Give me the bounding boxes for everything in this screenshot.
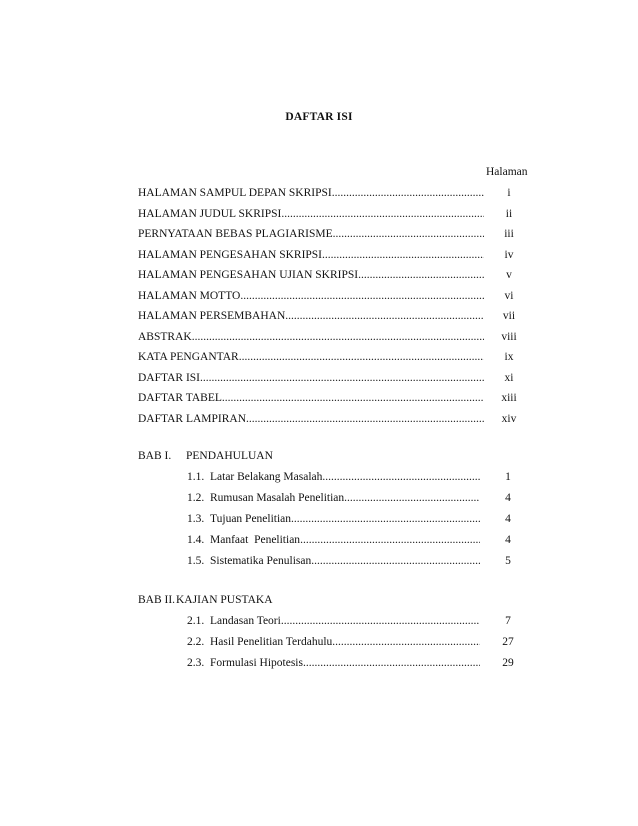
chapter-title: PENDAHULUAN [186, 450, 273, 462]
toc-entry-title [138, 185, 484, 201]
toc-section-title [187, 553, 480, 569]
toc-entry [0, 390, 638, 406]
toc-entry-title [138, 329, 484, 345]
dot-leader [281, 615, 480, 627]
section-number: 1.3. [187, 513, 205, 525]
toc-entry [0, 247, 638, 263]
dot-leader [344, 492, 480, 504]
section-page: 5 [505, 555, 511, 567]
toc-section-title [187, 511, 480, 527]
dot-leader [322, 471, 480, 483]
toc-entry-label: HALAMAN MOTTO [138, 289, 241, 302]
toc-entry [0, 206, 638, 222]
toc-entry-page: vi [504, 289, 514, 302]
section-label: Hasil Penelitian Terdahulu [210, 636, 333, 648]
section-number: 1.2. [187, 492, 205, 504]
toc-entry [0, 329, 638, 345]
section-label: Rumusan Masalah Penelitian [210, 492, 345, 504]
toc-entry-label: DAFTAR TABEL [138, 392, 222, 404]
toc-entry-page: xi [504, 371, 514, 384]
toc-section-title [187, 532, 480, 548]
chapter-number: BAB II. [138, 594, 176, 606]
toc-section-entry [0, 511, 638, 527]
section-page: 4 [505, 492, 511, 504]
section-number: 2.2. [187, 636, 205, 648]
toc-section-entry [0, 490, 638, 506]
toc-entry-label: KATA PENGANTAR [138, 351, 239, 363]
toc-entry-page: ii [505, 207, 513, 220]
toc-entry-label: DAFTAR LAMPIRAN [138, 412, 247, 425]
toc-entry [0, 308, 638, 324]
toc-entry-label: HALAMAN SAMPUL DEPAN SKRIPSI [138, 187, 332, 199]
section-number: 2.1. [187, 615, 205, 627]
section-label: Manfaat Penelitian [210, 534, 301, 546]
dot-leader [358, 269, 484, 281]
toc-section-title [187, 490, 480, 506]
toc-entry-title [138, 288, 484, 304]
toc-entry [0, 411, 638, 427]
section-page: 27 [502, 636, 514, 648]
dot-leader [332, 636, 480, 648]
toc-section-title [187, 613, 480, 629]
toc-section-entry [0, 613, 638, 629]
section-number: 1.1. [187, 471, 205, 483]
toc-entry-page: viii [501, 330, 517, 343]
toc-entry-label: HALAMAN PERSEMBAHAN [138, 310, 286, 322]
section-label: Formulasi Hipotesis [210, 657, 303, 669]
toc-entry-page: i [507, 187, 511, 199]
section-page: 29 [502, 657, 514, 669]
toc-entry-title [138, 267, 484, 283]
dot-leader [192, 331, 484, 343]
chapter-heading [138, 448, 273, 464]
dot-leader [240, 290, 484, 302]
toc-entry-page: xiii [501, 392, 517, 404]
toc-entry-page: v [506, 269, 512, 281]
toc-entry-title [138, 349, 484, 365]
dot-leader [311, 555, 480, 567]
section-page: 4 [505, 513, 511, 525]
section-number: 2.3. [187, 657, 205, 669]
section-page: 7 [505, 615, 511, 627]
section-number: 1.4. [187, 534, 205, 546]
toc-entry-title [138, 370, 484, 386]
section-label: Sistematika Penulisan [210, 555, 312, 567]
toc-entry-title [138, 308, 484, 324]
section-number: 1.5. [187, 555, 205, 567]
toc-entry [0, 349, 638, 365]
toc-section-entry [0, 469, 638, 485]
dot-leader [303, 657, 480, 669]
toc-section-entry [0, 634, 638, 650]
toc-entry-title [138, 247, 484, 263]
toc-entry [0, 185, 638, 201]
toc-section-entry [0, 553, 638, 569]
toc-entry-label: PERNYATAAN BEBAS PLAGIARISME [138, 228, 333, 240]
toc-entry-title [138, 411, 484, 427]
section-label: Landasan Teori [210, 615, 281, 627]
dot-leader [333, 228, 484, 240]
section-page: 4 [505, 534, 511, 546]
toc-entry [0, 288, 638, 304]
dot-leader [246, 413, 484, 425]
dot-leader [200, 372, 484, 384]
page-column-header: Halaman [486, 166, 528, 178]
toc-entry-title [138, 206, 484, 222]
toc-entry [0, 226, 638, 242]
toc-entry-label: HALAMAN PENGESAHAN SKRIPSI [138, 248, 323, 261]
toc-entry-page: iii [504, 228, 514, 240]
toc-entry-page: iv [504, 248, 514, 261]
section-page: 1 [505, 471, 511, 483]
toc-entry [0, 370, 638, 386]
toc-section-entry [0, 655, 638, 671]
chapter-number: BAB I. [138, 450, 172, 462]
dot-leader [285, 310, 484, 322]
dot-leader [281, 208, 484, 220]
toc-section-title [187, 634, 480, 650]
dot-leader [239, 351, 484, 363]
toc-section-title [187, 469, 480, 485]
toc-entry [0, 267, 638, 283]
page-title: DAFTAR ISI [285, 111, 353, 123]
toc-entry-page: ix [504, 351, 514, 363]
chapter-title: KAJIAN PUSTAKA [176, 594, 273, 606]
toc-entry-label: HALAMAN JUDUL SKRIPSI [138, 207, 282, 220]
toc-entry-label: ABSTRAK [138, 330, 192, 343]
toc-entry-title [138, 226, 484, 242]
toc-entry-page: xiv [501, 412, 517, 425]
toc-entry-label: HALAMAN PENGESAHAN UJIAN SKRIPSI [138, 269, 359, 281]
chapter-heading [138, 592, 273, 608]
section-label: Tujuan Penelitian [210, 513, 292, 525]
dot-leader [332, 187, 484, 199]
toc-entry-page: vii [502, 310, 516, 322]
dot-leader [222, 392, 484, 404]
toc-section-title [187, 655, 480, 671]
section-label: Latar Belakang Masalah [210, 471, 323, 483]
toc-entry-title [138, 390, 484, 406]
dot-leader [300, 534, 480, 546]
toc-entry-label: DAFTAR ISI [138, 371, 201, 384]
toc-section-entry [0, 532, 638, 548]
dot-leader [291, 513, 480, 525]
dot-leader [322, 249, 484, 261]
